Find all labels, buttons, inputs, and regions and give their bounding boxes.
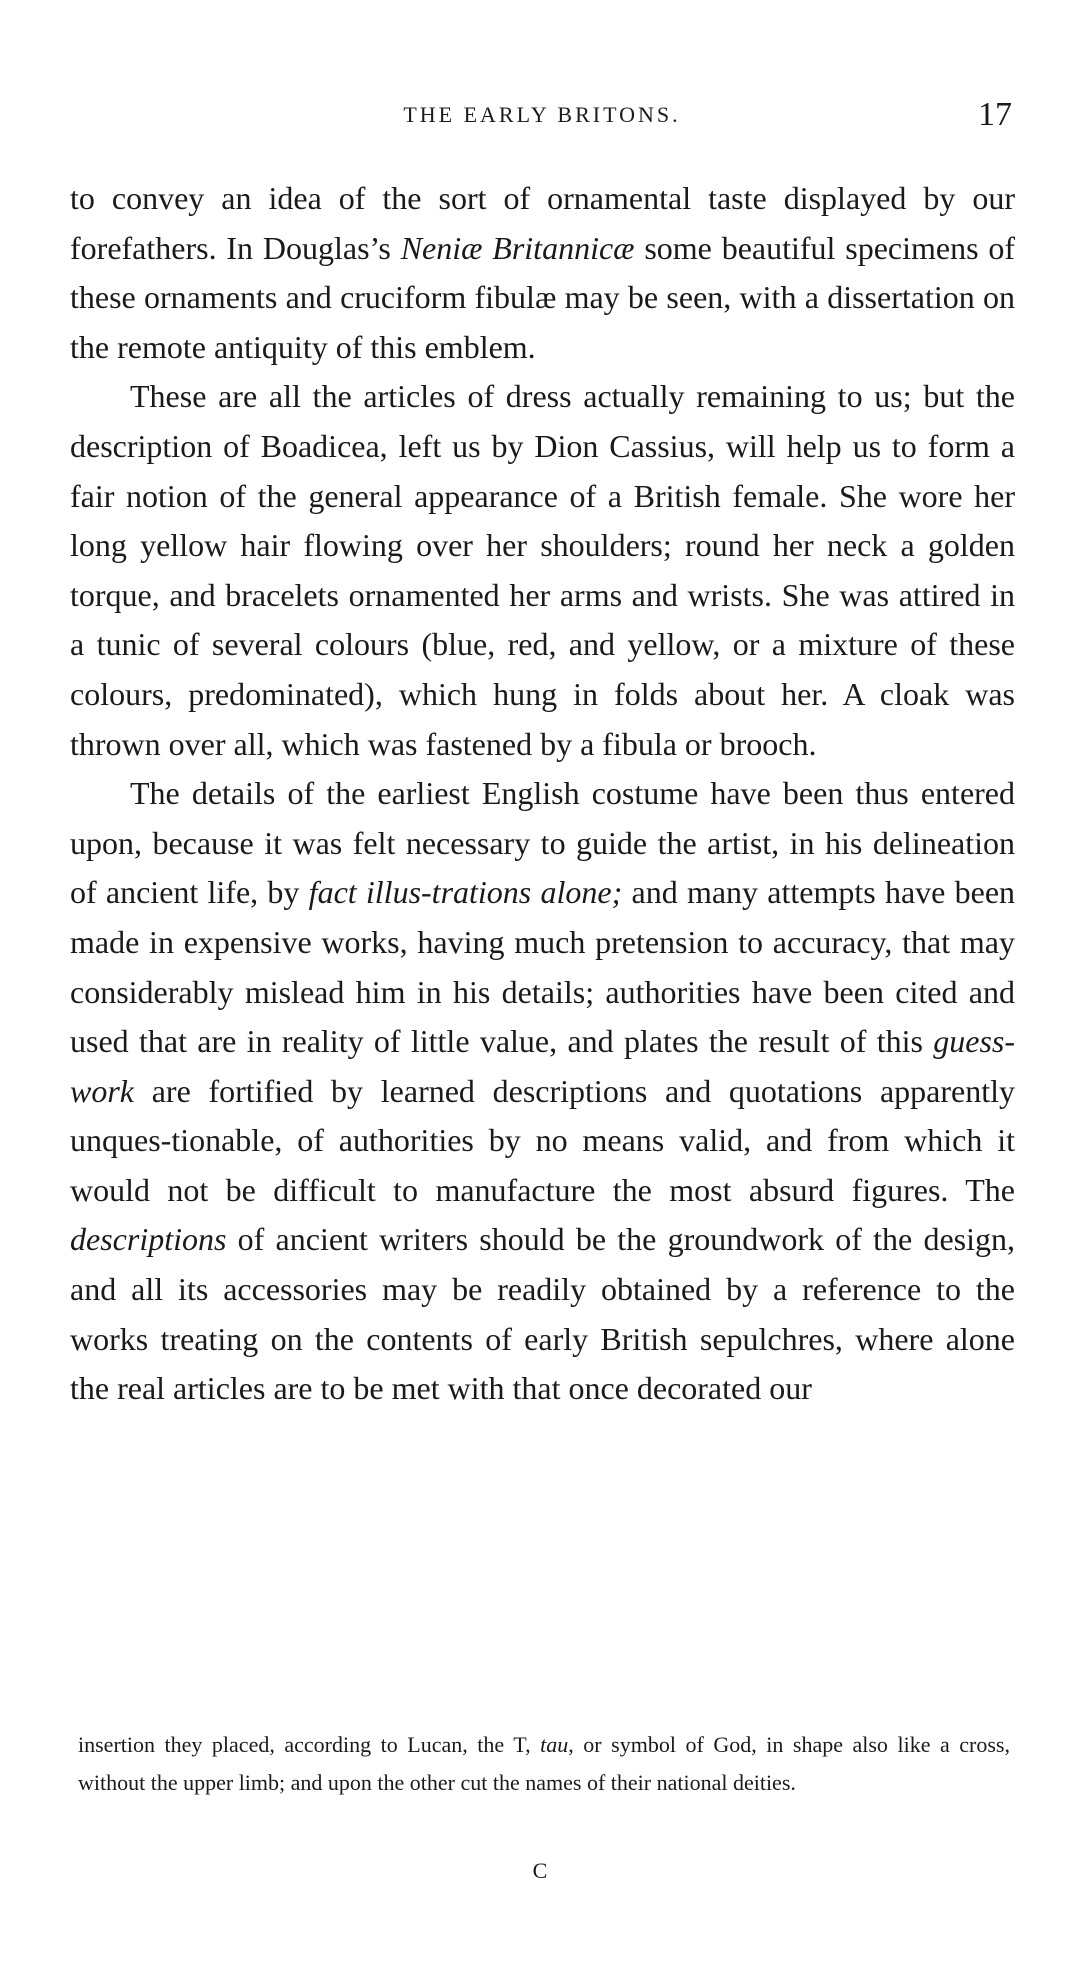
paragraph-1-text-2: some beautiful specimens of these ornaments and cruciform fibulæ may be seen, with a dissertation on the remote antiquity of this emblem. <box>70 229 1016 365</box>
paragraph-2 <box>70 372 1015 769</box>
body-text <box>70 174 1015 1414</box>
paragraph-3-text-4: of ancient writers should be the groundwork of the design, and all its accessories may be readily obtained by a reference to the works treating on the contents of early British sepulchres, where alone the real articles are to be met with that once decorated our <box>70 1221 1015 1407</box>
footnote-text-2: , or symbol of God, in shape also like a cross, without the upper limb; and upon the other cut the names of their national deities. <box>78 1732 1010 1795</box>
running-title: THE EARLY BRITONS. <box>403 102 681 127</box>
footnote-text-1: insertion they placed, according to Lucan, the T, <box>78 1732 541 1757</box>
paragraph-3 <box>70 769 1015 1414</box>
footnote-italic: tau <box>540 1732 569 1757</box>
paragraph-1-text-1: to convey an idea of the sort of ornamental taste displayed by our forefathers. In Douglas’s <box>70 180 1015 266</box>
paragraph-3-text-1: The details of the earliest English costume have been thus entered upon, because it was felt necessary to guide the artist, in his delineation of ancient life, by <box>70 775 1015 911</box>
paragraph-3-italic-2: guess-work <box>70 1023 1015 1109</box>
paragraph-3-text-3: are fortified by learned descriptions and quotations apparently unques-tionable, of authorities by no means valid, and from which it would not be difficult to manufacture the most absurd figures. The <box>70 1072 1015 1208</box>
paragraph-1-italic-title: Neniæ Britannicæ <box>400 229 635 266</box>
paragraph-3-text-2: and many attempts have been made in expensive works, having much pretension to accuracy, that may considerably mislead him in his details; authorities have been cited and used that are in reality of little value, and plates the result of this <box>70 874 1016 1060</box>
running-head <box>72 96 1012 136</box>
paragraph-3-italic-3: descriptions <box>70 1221 227 1258</box>
paragraph-3-italic-1: fact illus-trations alone; <box>308 874 623 911</box>
paragraph-2-text-1: These are all the articles of dress actually remaining to us; but the description of Boadicea, left us by Dion Cassius, will help us to form a fair notion of the general appearance of a British female. She wore her long yellow hair flowing over her shoulders; round her neck a golden torque, and bracelets ornamented her arms and wrists. She was attired in a tunic of several colours (blue, red, and yellow, or a mixture of these colours, predominated), which hung in folds about her. A cloak was thrown over all, which was fastened by a fibula or brooch. <box>70 378 1015 762</box>
footnote <box>78 1726 1010 1802</box>
paragraph-1 <box>70 174 1015 372</box>
signature-mark: C <box>532 1858 548 1883</box>
page-number: 17 <box>978 96 1012 133</box>
